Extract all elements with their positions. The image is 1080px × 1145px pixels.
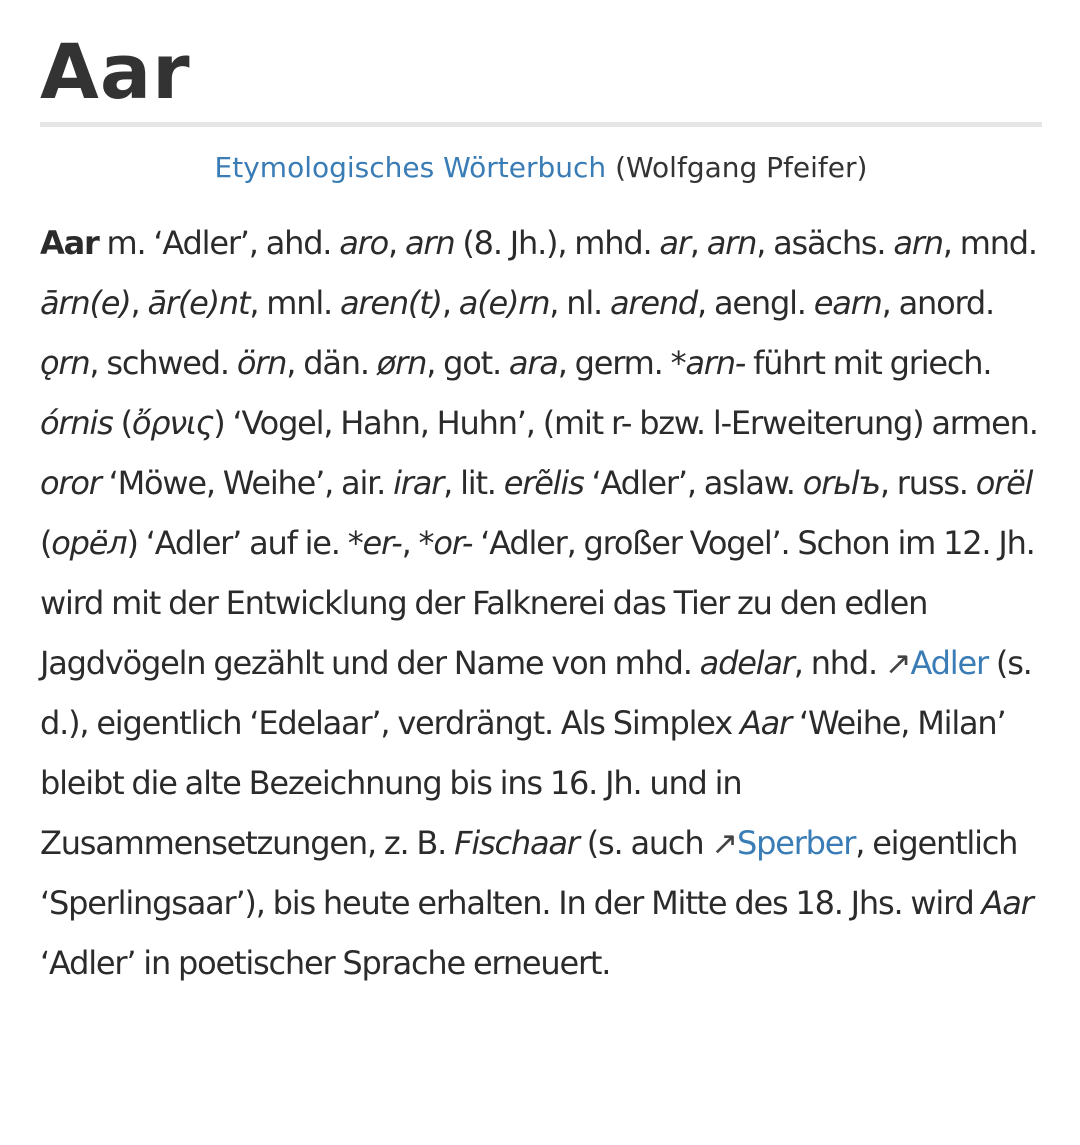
entry-text: ,	[388, 224, 405, 262]
entry-text: führt mit griech.	[745, 344, 992, 382]
entry-text: , got.	[426, 344, 509, 382]
entry-text: ‘Möwe, Weihe’, air.	[100, 464, 394, 502]
entry-text: ,	[441, 284, 459, 322]
cross-reference-link-sperber[interactable]: Sperber	[737, 824, 856, 862]
entry-text: ,	[689, 224, 707, 262]
article	[40, 0, 1042, 1025]
word-form: arn	[404, 224, 455, 262]
entry-text: , nhd.	[793, 644, 885, 682]
entry-text: ‘Adler’ in poetischer Sprache erneuert.	[40, 944, 611, 982]
word-form: *arn-	[670, 344, 746, 382]
entry-text: , aengl.	[697, 284, 814, 322]
word-form: ar	[659, 224, 690, 262]
word-form: arend	[609, 284, 698, 322]
entry-text: (	[40, 524, 52, 562]
word-form: órnis	[40, 404, 113, 442]
word-form: aro	[339, 224, 388, 262]
word-form: arn	[706, 224, 757, 262]
entry-text: , germ.	[557, 344, 671, 382]
entry-text: ‘Adler’, aslaw.	[583, 464, 803, 502]
entry-text: (s. auch	[578, 824, 712, 862]
entry-text: , anord.	[881, 284, 994, 322]
entry-lemma: Aar	[40, 224, 99, 262]
word-form: ār(e)nt	[147, 284, 250, 322]
word-form: ὄρνις	[131, 404, 214, 442]
entry-text: (s. d.), eigentlich ‘Edelaar’, verdrängt. Als Simplex	[40, 644, 1032, 742]
entry-text: , schwed.	[89, 344, 237, 382]
cross-reference-arrow-icon: ↗	[884, 644, 911, 682]
entry-text: , eigentlich ‘Sperlingsaar’), bis heute erhalten. In der Mitte des 18. Jhs. wird	[40, 824, 1018, 922]
word-form: a(e)rn	[458, 284, 550, 322]
entry-text: , dän.	[286, 344, 377, 382]
word-form: orьlъ	[802, 464, 880, 502]
source-line	[40, 148, 1042, 188]
word-form: ārn(e)	[40, 284, 131, 322]
word-form: ara	[508, 344, 558, 382]
entry-text: ‘Weihe, Milan’ bleibt die alte Bezeichnung bis ins 16. Jh. und in Zusammensetzungen, z. B.	[40, 704, 1006, 862]
word-form: irar	[393, 464, 444, 502]
word-form: Aar	[981, 884, 1033, 922]
entry-text: , mnd.	[942, 224, 1037, 262]
entry-text: ,	[130, 284, 148, 322]
entry-text: m. ‘Adler’, ahd.	[98, 224, 340, 262]
word-form: orël	[975, 464, 1033, 502]
word-form: *or-	[418, 524, 473, 562]
cross-reference-arrow-icon: ↗	[711, 824, 738, 862]
headword-title: Aar	[40, 27, 191, 116]
entry-text: (	[112, 404, 132, 442]
word-form: ørn	[376, 344, 427, 382]
word-form: earn	[813, 284, 882, 322]
etymology-text	[40, 213, 1042, 993]
source-author: (Wolfgang Pfeifer)	[615, 151, 868, 184]
word-form: ǫrn	[40, 344, 90, 382]
word-form: aren(t)	[339, 284, 442, 322]
word-form: орёл	[51, 524, 127, 562]
entry-text: , mnl.	[249, 284, 340, 322]
entry-text: , asächs.	[756, 224, 894, 262]
entry-text: ‘Adler, großer Vogel’. Schon im 12. Jh. wird mit der Entwicklung der Falknerei das Tier zu den edlen Jagdvögeln gezählt und der Name von mhd.	[40, 524, 1035, 682]
word-form: oror	[40, 464, 101, 502]
word-form: örn	[236, 344, 287, 382]
entry-text: , lit.	[443, 464, 504, 502]
word-form: arn	[893, 224, 943, 262]
word-form: Fischaar	[454, 824, 579, 862]
title-divider	[40, 122, 1042, 127]
word-form: adelar	[699, 644, 794, 682]
entry-text: ) ‘Adler’ auf ie.	[126, 524, 348, 562]
entry-text: ,	[401, 524, 419, 562]
word-form: erẽlis	[503, 464, 584, 502]
dictionary-source-link[interactable]: Etymologisches Wörterbuch	[214, 151, 607, 184]
word-form: *er-	[347, 524, 402, 562]
entry-text: , russ.	[879, 464, 976, 502]
entry-text: ) ‘Vogel, Hahn, Huhn’, (mit r- bzw. l-Erweiterung) armen.	[213, 404, 1038, 442]
entry-text: , nl.	[549, 284, 610, 322]
entry-text: (8. Jh.), mhd.	[454, 224, 660, 262]
cross-reference-link-adler[interactable]: Adler	[910, 644, 988, 682]
word-form: Aar	[739, 704, 792, 742]
